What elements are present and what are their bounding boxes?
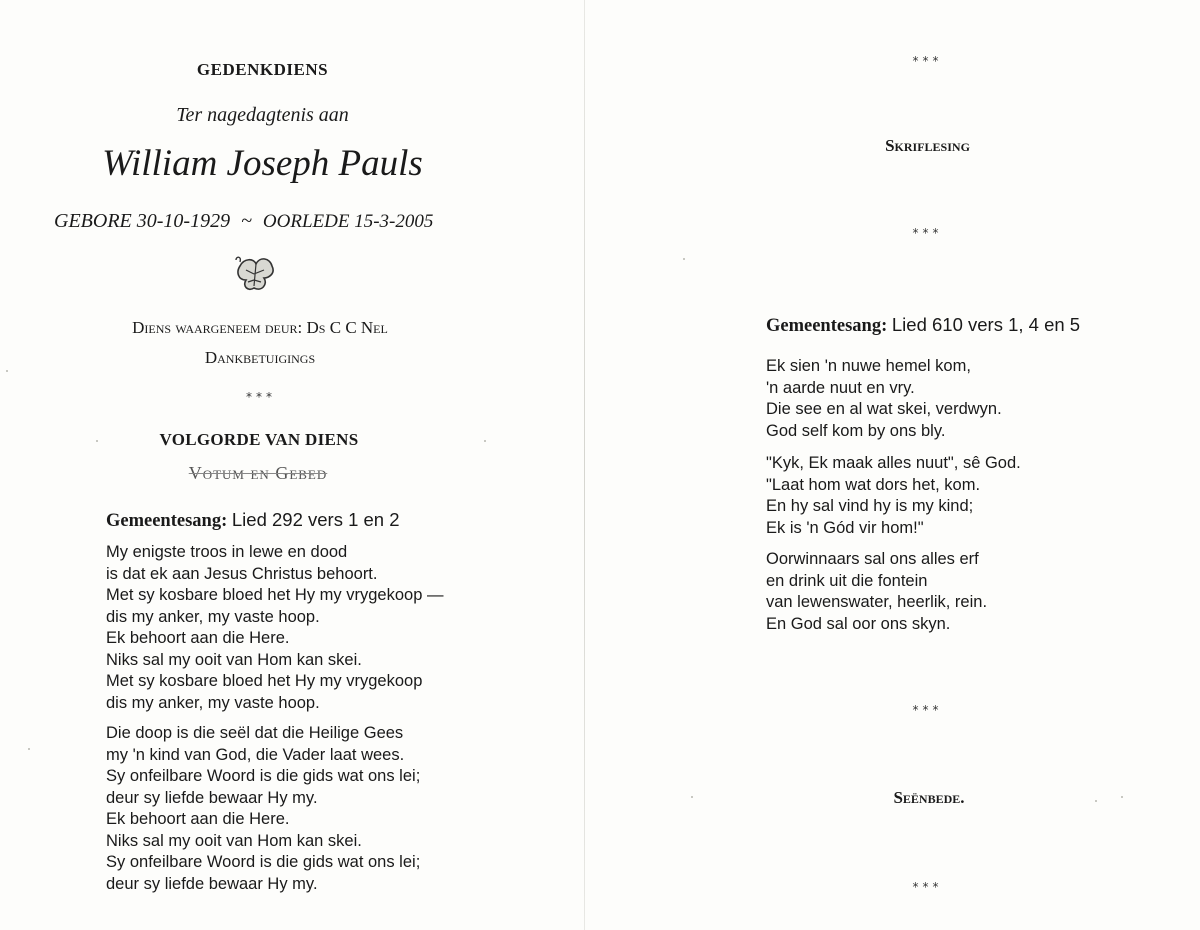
separator-stars: *** [246, 390, 276, 404]
verse-line: Sy onfeilbare Woord is die gids wat ons lei; [106, 767, 421, 785]
verse-line: my 'n kind van God, die Vader laat wees. [106, 745, 405, 764]
verse-line: en drink uit die fontein [766, 571, 928, 590]
verse-line: God self kom by ons bly. [766, 421, 946, 440]
hymn-292-stanza-2 [106, 723, 420, 895]
memorial-subheading: Ter nagedagtenis aan [176, 104, 349, 126]
hymn-reference: Lied 292 vers 1 en 2 [231, 509, 400, 530]
left-page [0, 0, 585, 930]
verse-line: deur sy liefde bewaar Hy my. [106, 874, 318, 893]
verse-line: Niks sal my ooit van Hom kan skei. [106, 650, 362, 669]
verse-line: Sy onfeilbare Woord is die gids wat ons lei; [106, 853, 421, 871]
verse-line: van lewenswater, heerlik, rein. [766, 593, 988, 611]
right-page [585, 0, 1200, 930]
verse-line: Niks sal my ooit van Hom kan skei. [106, 831, 362, 850]
acknowledgements-line: Dankbetuigings [204, 348, 316, 367]
hymn-610-stanza-2 [766, 453, 1021, 539]
order-of-service-heading: VOLGORDE VAN DIENS [159, 430, 359, 449]
deceased-name: William Joseph Pauls [102, 143, 423, 184]
death-date: OORLEDE 15-3-2005 [262, 211, 434, 232]
hymn-292-stanza-1 [106, 542, 443, 714]
ivy-leaf-icon [234, 252, 278, 301]
officiant-line: Diens waargeneem deur: Ds C C Nel [132, 318, 388, 337]
verse-line: Die see en al wat skei, verdwyn. [766, 400, 1002, 418]
separator-stars: *** [912, 54, 943, 68]
verse-line: Met sy kosbare bloed het Hy my vrygekoop [106, 672, 423, 690]
verse-line: Die doop is die seël dat die Heilige Gees [106, 724, 404, 742]
verse-line: En God sal oor ons skyn. [766, 614, 951, 633]
verse-line: Ek sien 'n nuwe hemel kom, [766, 357, 971, 375]
verse-line: is dat ek aan Jesus Christus behoort. [106, 564, 378, 583]
verse-line: Ek is 'n Gód vir hom!" [766, 518, 924, 537]
verse-line: "Kyk, Ek maak alles nuut", sê God. [766, 454, 1021, 472]
verse-line: dis my anker, my vaste hoop. [106, 607, 320, 626]
verse-line: My enigste troos in lewe en dood [106, 543, 348, 561]
dates-line [54, 210, 433, 233]
hymn-292-title [106, 509, 400, 532]
verse-line: dis my anker, my vaste hoop. [106, 693, 320, 712]
hymn-610-title [766, 314, 1080, 337]
hymn-label: Gemeentesang: [766, 316, 888, 336]
verse-line: Ek behoort aan die Here. [106, 629, 290, 647]
hymn-610-stanza-1 [766, 356, 1002, 442]
verse-line: 'n aarde nuut en vry. [766, 378, 915, 397]
verse-line: "Laat hom wat dors het, kom. [766, 475, 981, 494]
birth-date: GEBORE 30-10-1929 [54, 210, 231, 232]
separator-stars: *** [912, 703, 943, 717]
verse-line: deur sy liefde bewaar Hy my. [106, 788, 318, 807]
dates-separator: ~ [241, 210, 252, 232]
hymn-reference: Lied 610 vers 1, 4 en 5 [891, 314, 1081, 335]
votum-prayer-heading: Votum en Gebed [188, 463, 328, 483]
service-heading: GEDENKDIENS [196, 60, 329, 79]
benediction-heading: Seënbede. [893, 788, 965, 807]
verse-line: Oorwinnaars sal ons alles erf [766, 550, 979, 568]
hymn-610-stanza-3 [766, 549, 987, 635]
verse-line: Ek behoort aan die Here. [106, 810, 290, 828]
scripture-reading-heading: Skriflesing [885, 136, 970, 155]
separator-stars: *** [912, 226, 943, 240]
verse-line: En hy sal vind hy is my kind; [766, 497, 974, 515]
verse-line: Met sy kosbare bloed het Hy my vrygekoop — [106, 586, 444, 604]
hymn-label: Gemeentesang: [106, 511, 228, 531]
separator-stars: *** [912, 880, 943, 894]
